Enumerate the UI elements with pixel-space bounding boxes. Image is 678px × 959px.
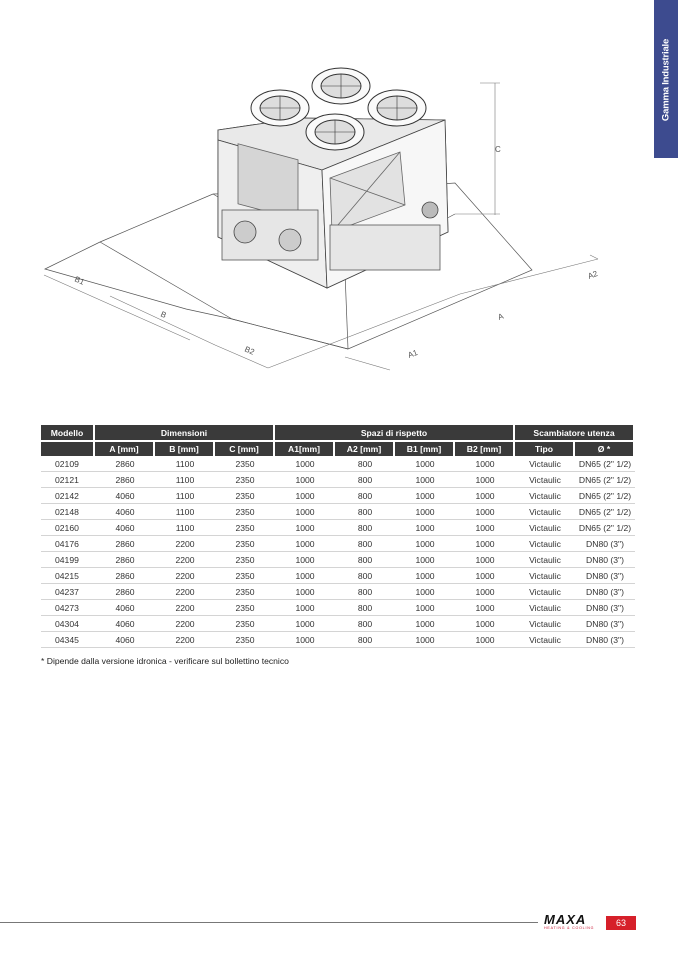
- table-cell: DN80 (3"): [575, 552, 635, 568]
- table-cell: DN80 (3"): [575, 616, 635, 632]
- table-row: [41, 488, 635, 504]
- subheader-type: Tipo: [515, 440, 575, 456]
- label-b: B: [159, 309, 168, 321]
- table-cell: 4060: [95, 488, 155, 504]
- table-cell: 2350: [215, 584, 275, 600]
- brand-logo: [544, 913, 602, 931]
- subheader-a2: A2 [mm]: [335, 440, 395, 456]
- table-cell: 2350: [215, 536, 275, 552]
- table-cell: 1000: [395, 600, 455, 616]
- table-cell: Victaulic: [515, 616, 575, 632]
- table-cell: 2350: [215, 552, 275, 568]
- label-a2: A2: [586, 269, 599, 281]
- table-cell: 04176: [41, 536, 95, 552]
- table-cell: 800: [335, 504, 395, 520]
- table-cell: DN65 (2" 1/2): [575, 488, 635, 504]
- table-cell: 1000: [455, 504, 515, 520]
- table-cell: 1000: [275, 456, 335, 472]
- table-cell: Victaulic: [515, 488, 575, 504]
- table-row: [41, 536, 635, 552]
- table-cell: 1000: [455, 488, 515, 504]
- table-row: [41, 616, 635, 632]
- table-cell: 1100: [155, 520, 215, 536]
- table-cell: 1000: [275, 600, 335, 616]
- table-cell: 1100: [155, 472, 215, 488]
- table-cell: 1000: [395, 504, 455, 520]
- table-cell: 2860: [95, 568, 155, 584]
- table-cell: 800: [335, 488, 395, 504]
- table-cell: 1000: [455, 456, 515, 472]
- table-cell: 1000: [275, 504, 335, 520]
- header-model: Modello: [41, 425, 95, 440]
- table-cell: DN80 (3"): [575, 536, 635, 552]
- table-cell: 2200: [155, 600, 215, 616]
- table-cell: 2350: [215, 456, 275, 472]
- table-cell: 1000: [395, 632, 455, 648]
- table-cell: 02160: [41, 520, 95, 536]
- dimensions-table: [41, 425, 635, 648]
- table-cell: 1000: [455, 568, 515, 584]
- subheader-b: B [mm]: [155, 440, 215, 456]
- subheader-c: C [mm]: [215, 440, 275, 456]
- table-cell: 2860: [95, 456, 155, 472]
- table-cell: 2350: [215, 472, 275, 488]
- table-cell: 1000: [395, 488, 455, 504]
- table-cell: 02142: [41, 488, 95, 504]
- table-cell: 1000: [395, 584, 455, 600]
- table-cell: Victaulic: [515, 472, 575, 488]
- table-cell: 4060: [95, 632, 155, 648]
- table-cell: 800: [335, 568, 395, 584]
- table-cell: 1000: [275, 568, 335, 584]
- logo-word: MAXA: [544, 912, 587, 927]
- header-exchanger: Scambiatore utenza: [515, 425, 635, 440]
- table-cell: Victaulic: [515, 584, 575, 600]
- table-cell: 02109: [41, 456, 95, 472]
- table-cell: Victaulic: [515, 552, 575, 568]
- footer-rule: [0, 922, 538, 923]
- table-cell: DN65 (2" 1/2): [575, 456, 635, 472]
- label-b2: B2: [243, 344, 256, 357]
- table-cell: 2200: [155, 584, 215, 600]
- table-cell: 02148: [41, 504, 95, 520]
- table-cell: Victaulic: [515, 456, 575, 472]
- table-cell: 2350: [215, 600, 275, 616]
- label-a: A: [496, 311, 505, 322]
- table-cell: 04304: [41, 616, 95, 632]
- label-c: C: [495, 145, 501, 154]
- table-cell: 2860: [95, 584, 155, 600]
- page-number: 63: [606, 916, 636, 930]
- table-cell: 1000: [275, 472, 335, 488]
- table-cell: 1000: [455, 632, 515, 648]
- table-row: [41, 632, 635, 648]
- table-cell: 1000: [455, 616, 515, 632]
- table-row: [41, 584, 635, 600]
- table-cell: 2350: [215, 488, 275, 504]
- table-cell: 1100: [155, 504, 215, 520]
- table-row: [41, 472, 635, 488]
- table-cell: Victaulic: [515, 536, 575, 552]
- table-cell: 1000: [275, 584, 335, 600]
- table-cell: 04237: [41, 584, 95, 600]
- table-cell: 800: [335, 520, 395, 536]
- table-cell: Victaulic: [515, 568, 575, 584]
- table-cell: 800: [335, 552, 395, 568]
- table-cell: DN65 (2" 1/2): [575, 520, 635, 536]
- table-cell: 4060: [95, 504, 155, 520]
- table-cell: 1000: [395, 568, 455, 584]
- table-cell: 1000: [275, 536, 335, 552]
- table-cell: 2350: [215, 520, 275, 536]
- table-cell: DN80 (3"): [575, 584, 635, 600]
- table-cell: 2350: [215, 504, 275, 520]
- table-cell: 2350: [215, 632, 275, 648]
- table-cell: 02121: [41, 472, 95, 488]
- label-b1: B1: [73, 274, 86, 287]
- subheader-a1: A1[mm]: [275, 440, 335, 456]
- table-cell: 2200: [155, 616, 215, 632]
- table-cell: 2860: [95, 472, 155, 488]
- table-cell: 04199: [41, 552, 95, 568]
- table-cell: 1000: [455, 536, 515, 552]
- table-cell: Victaulic: [515, 504, 575, 520]
- table-cell: 1000: [275, 520, 335, 536]
- table-cell: 1000: [455, 552, 515, 568]
- table-cell: 1000: [275, 488, 335, 504]
- table-cell: 1000: [395, 472, 455, 488]
- table-cell: 04345: [41, 632, 95, 648]
- table-cell: 2350: [215, 616, 275, 632]
- table-cell: 800: [335, 616, 395, 632]
- table-cell: 2200: [155, 536, 215, 552]
- table-cell: 800: [335, 584, 395, 600]
- table-cell: DN65 (2" 1/2): [575, 472, 635, 488]
- table-cell: 800: [335, 456, 395, 472]
- table-cell: 1100: [155, 456, 215, 472]
- table-cell: 800: [335, 472, 395, 488]
- table-cell: 2200: [155, 552, 215, 568]
- table-cell: 1000: [455, 600, 515, 616]
- table-cell: DN65 (2" 1/2): [575, 504, 635, 520]
- table-cell: 1000: [395, 552, 455, 568]
- table-row: [41, 568, 635, 584]
- table-cell: 1000: [275, 632, 335, 648]
- table-cell: 2350: [215, 568, 275, 584]
- label-a1: A1: [406, 348, 419, 360]
- table-cell: 1000: [275, 552, 335, 568]
- table-cell: 4060: [95, 616, 155, 632]
- table-cell: Victaulic: [515, 600, 575, 616]
- table-cell: 1000: [455, 472, 515, 488]
- subheader-b1: B1 [mm]: [395, 440, 455, 456]
- table-cell: 2860: [95, 552, 155, 568]
- table-cell: 800: [335, 536, 395, 552]
- table-cell: Victaulic: [515, 520, 575, 536]
- table-cell: 1000: [395, 616, 455, 632]
- table-row: [41, 504, 635, 520]
- section-tab-label: Gamma Industriale: [660, 38, 672, 122]
- table-row: [41, 600, 635, 616]
- table-cell: 800: [335, 632, 395, 648]
- table-row: [41, 552, 635, 568]
- table-cell: DN80 (3"): [575, 568, 635, 584]
- table-cell: DN80 (3"): [575, 632, 635, 648]
- table-row: [41, 520, 635, 536]
- unit-dimension-drawing: [0, 0, 678, 400]
- header-dimensions: Dimensioni: [95, 425, 275, 440]
- table-cell: Victaulic: [515, 632, 575, 648]
- table-cell: 1100: [155, 488, 215, 504]
- table-cell: DN80 (3"): [575, 600, 635, 616]
- logo-tagline: HEATING & COOLING: [544, 926, 595, 930]
- table-row: [41, 456, 635, 472]
- subheader-diameter: Ø *: [575, 440, 635, 456]
- subheader-b2: B2 [mm]: [455, 440, 515, 456]
- table-cell: 1000: [455, 520, 515, 536]
- footnote: * Dipende dalla versione idronica - verificare sul bollettino tecnico: [41, 656, 289, 666]
- table-cell: 1000: [395, 520, 455, 536]
- table-cell: 04215: [41, 568, 95, 584]
- table-cell: 4060: [95, 520, 155, 536]
- table-cell: 1000: [395, 536, 455, 552]
- table-cell: 2200: [155, 568, 215, 584]
- table-cell: 04273: [41, 600, 95, 616]
- table-cell: 1000: [275, 616, 335, 632]
- table-cell: 4060: [95, 600, 155, 616]
- table-cell: 1000: [455, 584, 515, 600]
- header-clearances: Spazi di rispetto: [275, 425, 515, 440]
- subheader-a: A [mm]: [95, 440, 155, 456]
- table-cell: 2860: [95, 536, 155, 552]
- table-body: [41, 456, 635, 648]
- table-cell: 2200: [155, 632, 215, 648]
- table-cell: 1000: [395, 456, 455, 472]
- table-cell: 800: [335, 600, 395, 616]
- header-blank: [41, 440, 95, 456]
